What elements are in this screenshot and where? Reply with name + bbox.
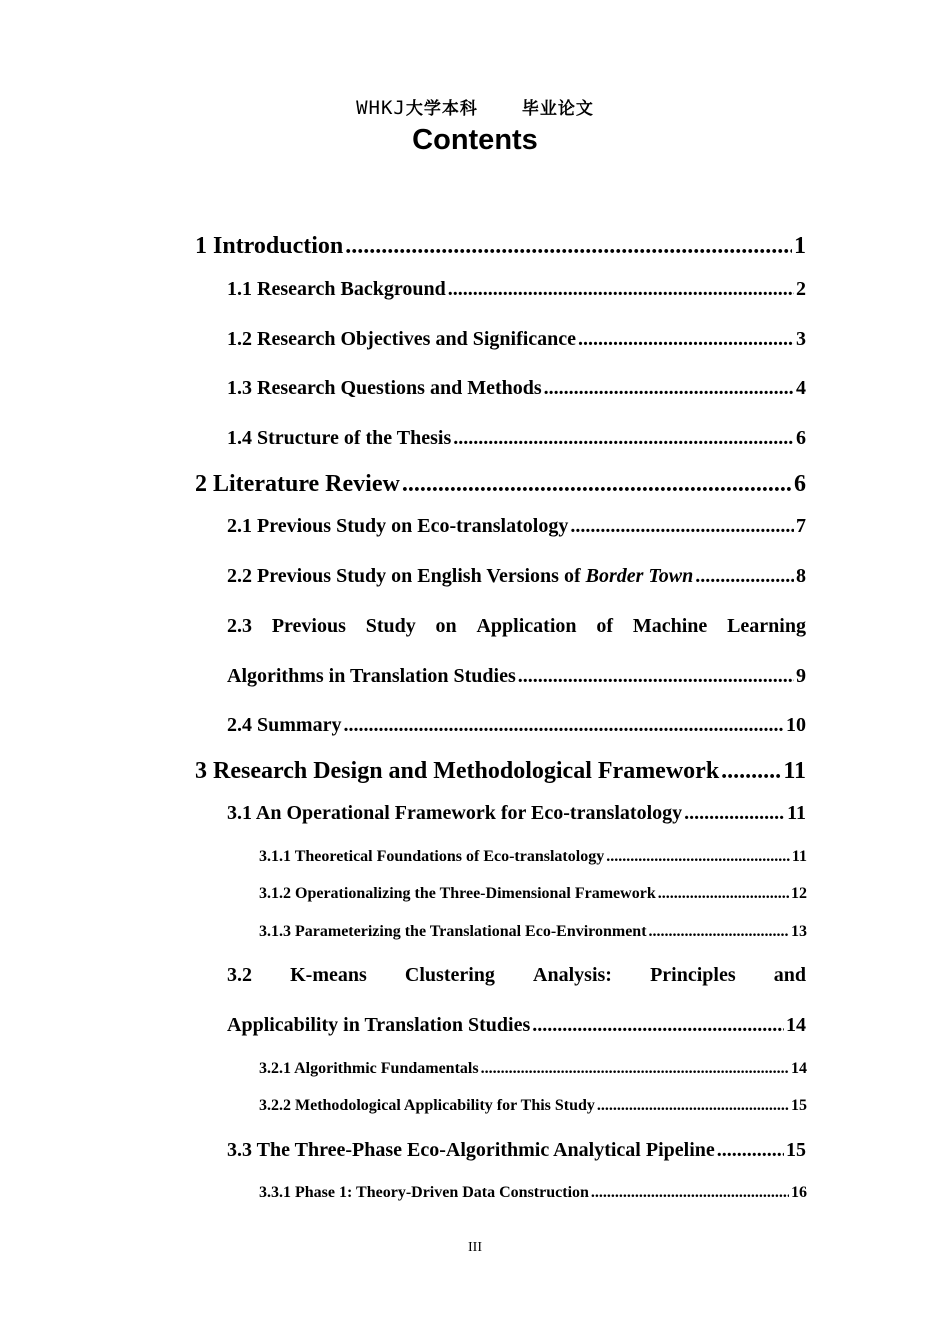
toc-entry-text: 3 Research Design and Methodological Framework (195, 758, 720, 784)
toc-entry-page: 4 (796, 377, 806, 399)
toc-entry[interactable] (227, 515, 806, 538)
toc-leader (578, 328, 794, 351)
toc-entry-page: 1 (794, 233, 806, 259)
toc-entry-page: 13 (791, 923, 807, 940)
toc-word: and (773, 964, 806, 986)
toc-entry-page: 15 (791, 1097, 807, 1114)
toc-leader (649, 923, 789, 941)
header-cjk-a: 大学本科 (405, 99, 478, 119)
page-title: Contents (412, 124, 538, 156)
toc-word: Clustering (404, 964, 495, 986)
toc-entry-text: 1.1 Research Background (227, 278, 446, 300)
toc-entry-wrapped-line[interactable] (227, 615, 806, 638)
toc-leader (402, 471, 792, 498)
toc-entry[interactable] (227, 427, 806, 450)
toc-leader (453, 427, 794, 450)
toc-entry-text (227, 565, 693, 588)
toc-entry[interactable] (227, 278, 806, 301)
toc-entry-text: 1.3 Research Questions and Methods (227, 377, 542, 399)
toc-entry[interactable] (259, 848, 807, 866)
toc-entry-page: 3 (796, 328, 806, 350)
toc-entry-text: Algorithms in Translation Studies (227, 665, 516, 687)
toc-entry-text: 3.1.3 Parameterizing the Translational Eco-Environment (259, 923, 647, 940)
toc-word: Learning (727, 615, 806, 637)
toc-entry-page: 16 (791, 1184, 807, 1201)
toc-word: K-means (290, 964, 367, 986)
toc-entry[interactable] (259, 1097, 807, 1115)
toc-entry-page: 11 (791, 848, 807, 865)
toc-leader (570, 515, 794, 538)
toc-entry[interactable] (195, 471, 806, 498)
toc-word: Machine (632, 615, 708, 637)
toc-leader (721, 758, 781, 785)
toc-entry[interactable] (227, 1139, 806, 1162)
toc-entry-text: 1.4 Structure of the Thesis (227, 427, 452, 449)
toc-leader (481, 1060, 789, 1078)
toc-word: Previous (271, 615, 346, 637)
toc-entry-page: 14 (791, 1060, 807, 1077)
toc-entry-text: 2.1 Previous Study on Eco-translatology (227, 515, 569, 537)
toc-leader (695, 565, 794, 588)
toc-entry-text: 3.1.2 Operationalizing the Three-Dimensional Framework (259, 885, 656, 902)
toc-entry-page: 14 (786, 1014, 806, 1036)
toc-entry-text: 3.1 An Operational Framework for Eco-translatology (227, 802, 683, 824)
toc-word: Principles (650, 964, 736, 986)
toc-leader (606, 848, 790, 866)
toc-entry-page: 6 (796, 427, 806, 449)
toc-leader (448, 278, 794, 301)
toc-leader (597, 1097, 789, 1115)
toc-leader (532, 1014, 784, 1037)
toc-leader (684, 802, 785, 825)
toc-entry-text: 1.2 Research Objectives and Significance (227, 328, 577, 350)
toc-word: Analysis: (533, 964, 612, 986)
toc-leader (658, 885, 789, 903)
toc-entry-page: 9 (796, 665, 806, 687)
toc-entry[interactable] (227, 802, 806, 825)
toc-entry[interactable] (227, 377, 806, 400)
toc-word: on (435, 615, 457, 637)
toc-entry-page: 11 (787, 802, 806, 824)
toc-entry-page: 15 (786, 1139, 806, 1161)
toc-entry-text: 1 Introduction (195, 233, 344, 259)
toc-entry[interactable] (259, 885, 807, 903)
toc-entry-page: 6 (794, 471, 806, 497)
toc-entry[interactable] (259, 1184, 807, 1202)
toc-leader (544, 377, 794, 400)
toc-entry-text: 3.2.1 Algorithmic Fundamentals (259, 1060, 479, 1077)
toc-leader (518, 665, 794, 688)
toc-entry[interactable] (259, 923, 807, 941)
toc-entry-text: 2.4 Summary (227, 714, 342, 736)
toc-leader (343, 714, 784, 737)
toc-entry[interactable] (227, 565, 806, 588)
toc-entry[interactable] (227, 714, 806, 737)
book-title: Border Town (585, 565, 694, 587)
toc-entry-text-main: 2.2 Previous Study on English Versions of (227, 565, 586, 587)
toc-entry-page: 12 (791, 885, 807, 902)
toc-word: 3.2 (227, 964, 252, 986)
toc-entry-wrapped-line[interactable] (227, 964, 806, 987)
header-latin: WHKJ (356, 97, 406, 119)
toc-entry-page: 7 (796, 515, 806, 537)
toc-word: 2.3 (227, 615, 252, 637)
toc-entry-page: 11 (783, 758, 806, 784)
toc-entry-page: 2 (796, 278, 806, 300)
toc-entry-text: Applicability in Translation Studies (227, 1014, 531, 1036)
toc-entry[interactable] (227, 328, 806, 351)
toc-entry-text: 3.1.1 Theoretical Foundations of Eco-translatology (259, 848, 605, 865)
toc-entry[interactable] (227, 1014, 806, 1037)
toc-leader (591, 1184, 789, 1202)
toc-entry-page: 10 (786, 714, 806, 736)
toc-word: of (596, 615, 613, 637)
toc-word: Application (476, 615, 577, 637)
toc-entry[interactable] (195, 758, 806, 785)
header-cjk-b: 毕业论文 (521, 99, 594, 119)
toc-entry-text: 3.3.1 Phase 1: Theory-Driven Data Construction (259, 1184, 589, 1201)
toc-entry[interactable] (227, 665, 806, 688)
toc-entry[interactable] (195, 233, 806, 260)
page-number: III (468, 1240, 482, 1255)
toc-entry-text: 2 Literature Review (195, 471, 400, 497)
toc-word: Study (365, 615, 416, 637)
toc-leader (717, 1139, 784, 1162)
toc-entry[interactable] (259, 1060, 807, 1078)
toc-leader (345, 233, 792, 260)
toc-entry-text: 3.3 The Three-Phase Eco-Algorithmic Analytical Pipeline (227, 1139, 715, 1161)
toc-entry-text: 3.2.2 Methodological Applicability for This Study (259, 1097, 595, 1114)
toc-entry-page: 8 (796, 565, 806, 587)
